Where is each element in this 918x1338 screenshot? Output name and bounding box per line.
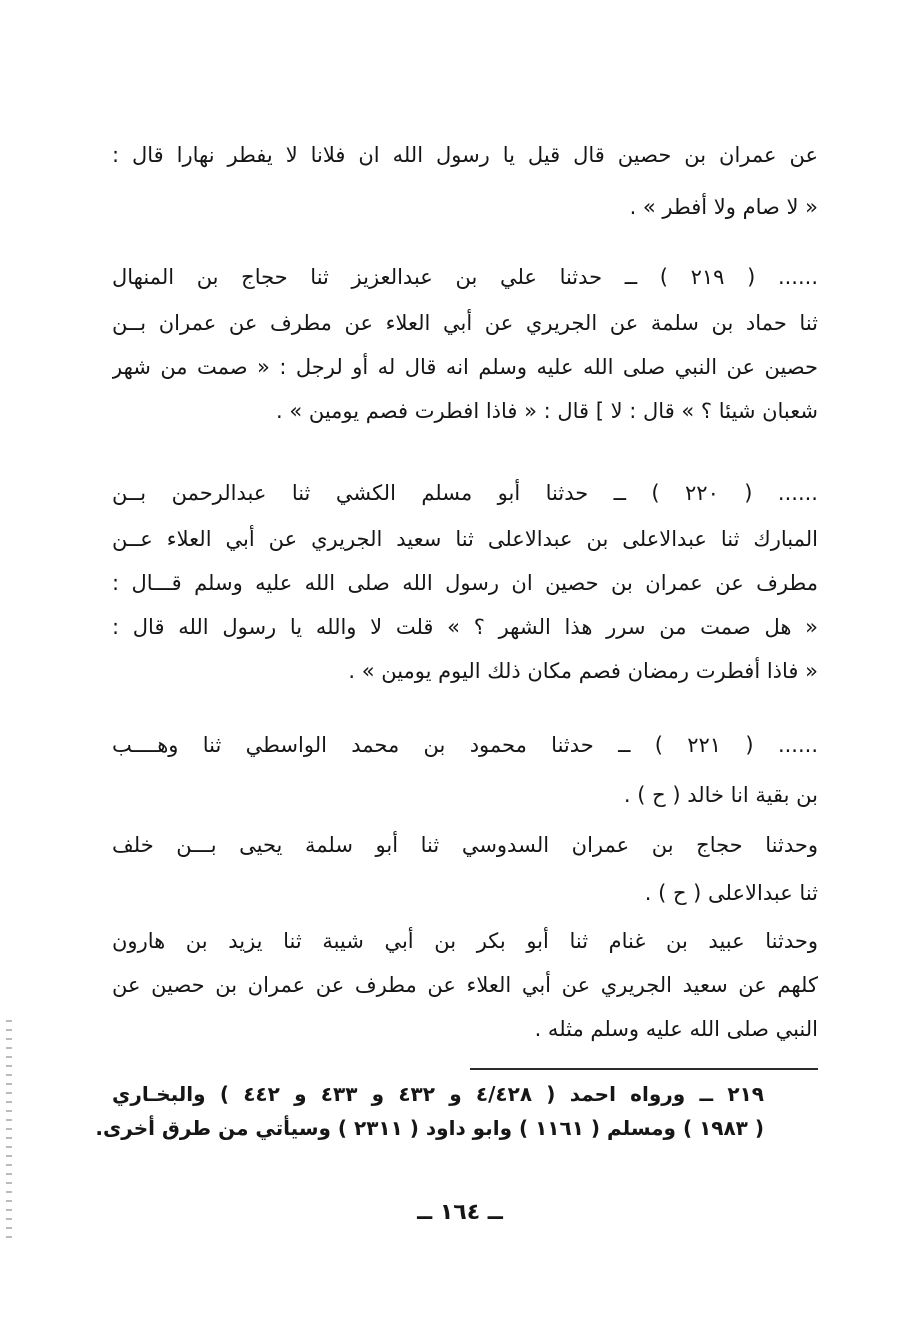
text-line: « هل صمت من سرر هذا الشهر ؟ » قلت لا والله يا رسول الله قال : bbox=[112, 615, 818, 639]
text-line: كلهم عن سعيد الجريري عن أبي العلاء عن مطرف عن عمران بن حصين عن bbox=[112, 973, 818, 997]
text-line: « فاذا أفطرت رمضان فصم مكان ذلك اليوم يومين » . bbox=[348, 659, 818, 683]
text-line: ...... ( ٢١٩ ) ــ حدثنا علي بن عبدالعزيز ثنا حجاج بن المنهال bbox=[112, 265, 818, 289]
scan-margin-specks bbox=[6, 1020, 12, 1240]
text-line: شعبان شيئا ؟ » قال : لا ] قال : « فاذا افطرت فصم يومين » . bbox=[275, 399, 818, 423]
page-number: ــ ١٦٤ ــ bbox=[417, 1200, 503, 1225]
text-line: بن بقية انا خالد ( ح ) . bbox=[623, 783, 818, 807]
text-line: المبارك ثنا عبدالاعلى بن عبدالاعلى ثنا سعيد الجريري عن أبي العلاء عــن bbox=[112, 527, 818, 551]
text-line: ثنا حماد بن سلمة عن الجريري عن أبي العلاء عن مطرف عن عمران بــن bbox=[112, 311, 818, 335]
text-line: وحدثنا حجاج بن عمران السدوسي ثنا أبو سلمة يحيى بـــن خلف bbox=[112, 833, 818, 857]
footnote-line: ( ١٩٨٣ ) ومسلم ( ١١٦١ ) وابو داود ( ٢٣١١ ) وسيأتي من طرق أخرى. bbox=[95, 1116, 764, 1140]
text-line: عن عمران بن حصين قال قيل يا رسول الله ان فلانا لا يفطر نهارا قال : bbox=[112, 143, 818, 167]
text-line: حصين عن النبي صلى الله عليه وسلم انه قال له أو لرجل : « صمت من شهر bbox=[112, 355, 818, 379]
text-line: « لا صام ولا أفطر » . bbox=[629, 195, 818, 219]
text-line: ...... ( ٢٢١ ) ــ حدثنا محمود بن محمد الواسطي ثنا وهــــب bbox=[112, 733, 818, 757]
footnote-line: ٢١٩ ــ ورواه احمد ( ٤/٤٢٨ و ٤٣٢ و ٤٣٣ و ٤٤٢ ) والبخـاري bbox=[112, 1082, 765, 1106]
text-line: مطرف عن عمران بن حصين ان رسول الله صلى الله عليه وسلم قـــال : bbox=[112, 571, 818, 595]
footnote-separator bbox=[470, 1068, 818, 1070]
text-line: النبي صلى الله عليه وسلم مثله . bbox=[534, 1017, 818, 1041]
text-line: ثنا عبدالاعلى ( ح ) . bbox=[644, 881, 818, 905]
text-line: ...... ( ٢٢٠ ) ــ حدثنا أبو مسلم الكشي ثنا عبدالرحمن بــن bbox=[112, 481, 818, 505]
text-line: وحدثنا عبيد بن غنام ثنا أبو بكر بن أبي شيبة ثنا يزيد بن هارون bbox=[112, 929, 818, 953]
